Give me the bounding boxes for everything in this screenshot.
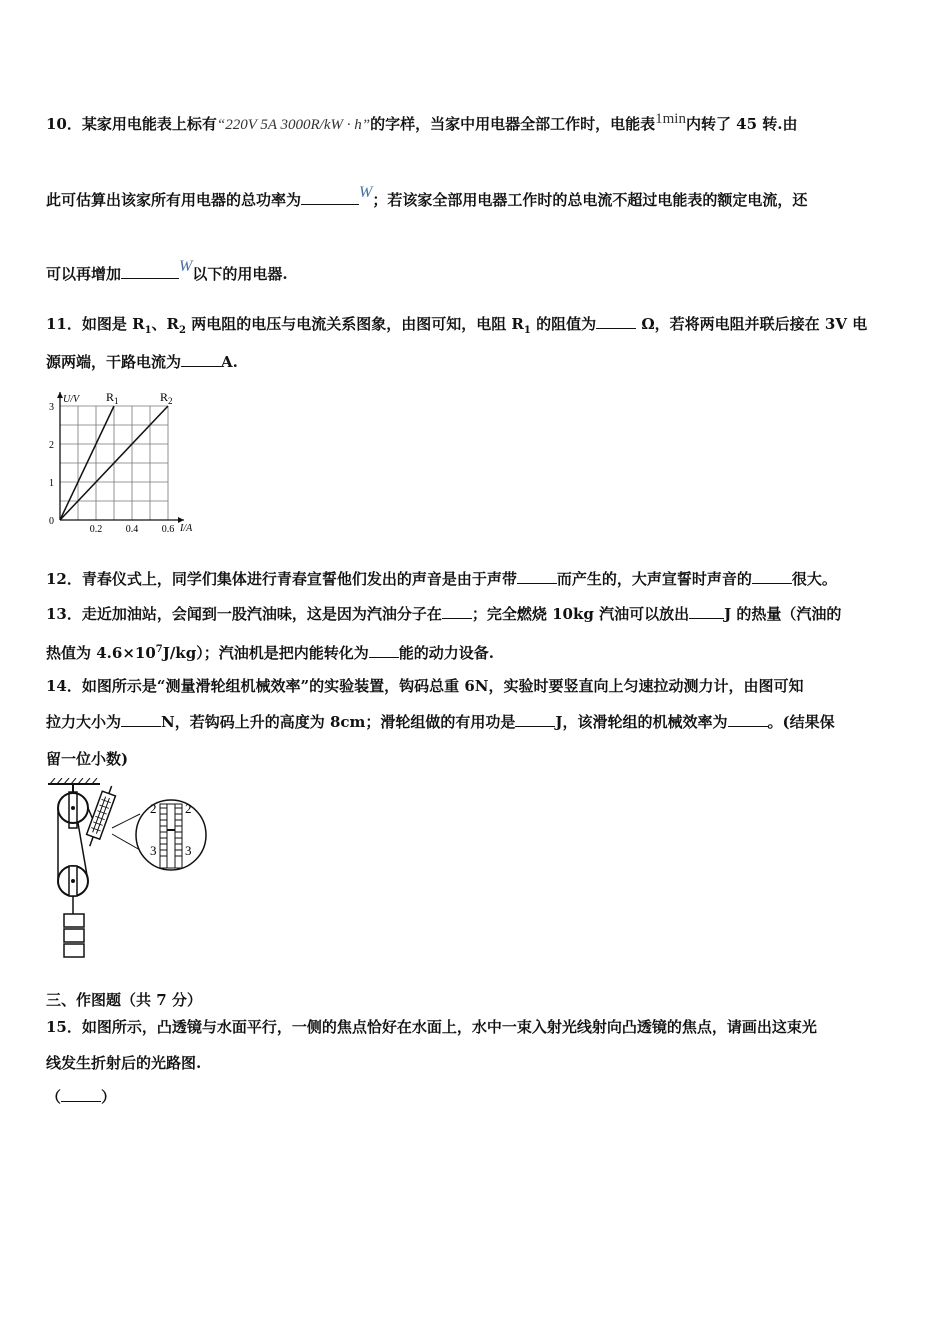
- y-axis-label: U/V: [63, 394, 80, 405]
- hook-weight: [64, 929, 84, 942]
- q10-line-3: 可以再增加 W以下的用电器.: [46, 258, 288, 283]
- x-tick-label: 0.2: [89, 524, 103, 535]
- answer-blank[interactable]: [728, 712, 768, 727]
- q11-line-2: 源两端，干路电流为 A.: [46, 353, 238, 371]
- q15-line-2: 线发生折射后的光路图.: [46, 1054, 202, 1072]
- rope: [78, 823, 88, 881]
- q14-line-1: 14．如图所示是“测量滑轮组机械效率”的实验装置，钩码总重 6N，实验时要竖直向上匀速拉动测力计，由图可知: [46, 677, 804, 695]
- q12-line-1: 12．青春仪式上，同学们集体进行青春宣誓他们发出的声音是由于声带 而产生的，大声宣誓时声音的 很大。: [46, 570, 837, 588]
- x-axis-label: I/A: [180, 523, 193, 534]
- section-3-title: 三、作图题（共 7 分）: [46, 991, 202, 1009]
- spring-scale: [83, 784, 118, 849]
- answer-blank[interactable]: [752, 569, 792, 584]
- scale-zoom-circle: [136, 800, 206, 870]
- y-tick-label: 2: [49, 440, 54, 451]
- answer-blank[interactable]: [517, 569, 557, 584]
- origin-label: 0: [49, 516, 54, 527]
- scale-label-3-left: 3: [150, 843, 157, 858]
- y-tick-label: 3: [49, 402, 54, 413]
- series-label-r1: $R_1$: [106, 390, 119, 406]
- meter-spec: “220V 5A 3000R/kW · h”: [216, 117, 371, 133]
- q13-line-1: 13．走近加油站，会闻到一股汽油味，这是因为汽油分子在 ；完全燃烧 10kg 汽油可以放出 J 的热量（汽油的: [46, 605, 842, 623]
- x-tick-label: 0.4: [125, 524, 139, 535]
- answer-blank[interactable]: [301, 190, 359, 205]
- answer-blank[interactable]: [442, 604, 472, 619]
- pulley-diagram: [40, 778, 220, 960]
- q10-line-1: 10．某家用电能表上标有“220V 5A 3000R/kW · h”的字样，当家中用电器全部工作时，电能表1min内转了 45 转.由: [46, 111, 798, 133]
- q14-line-3: 留一位小数): [46, 750, 129, 768]
- q14-line-2: 拉力大小为 N，若钩码上升的高度为 8cm；滑轮组做的有用功是 J，该滑轮组的机械效率为 。(结果保: [46, 713, 835, 731]
- unit-watt: W: [359, 184, 373, 201]
- answer-blank[interactable]: [121, 264, 179, 279]
- q10-line-2: 此可估算出该家所有用电器的总功率为 W；若该家全部用电器工作时的总电流不超过电能表的额定电流，还: [46, 184, 808, 209]
- ui-graph: [40, 380, 210, 535]
- x-tick-label: 0.6: [161, 524, 175, 535]
- q13-line-2: 热值为 $4.6\times 10^7J/kg$）；汽油机是把内能转化为 能的动力设备.: [46, 644, 494, 662]
- answer-blank[interactable]: [121, 712, 161, 727]
- q11-line-1: 11．如图是 $R_1$、$R_2$ 两电阻的电压与电流关系图象，由图可知，电阻 $R_1$ 的阻值为 Ω，若将两电阻并联后接在 3V 电: [46, 315, 868, 336]
- unit-watt: W: [179, 258, 193, 275]
- answer-blank[interactable]: [369, 643, 399, 658]
- hook-weight: [64, 944, 84, 957]
- answer-blank[interactable]: [596, 314, 636, 329]
- time-1min: 1min: [655, 111, 686, 127]
- series-label-subscript: 2: [168, 396, 173, 406]
- hook-weight: [64, 914, 84, 927]
- q15-line-1: 15．如图所示，凸透镜与水面平行，一侧的焦点恰好在水面上，水中一束入射光线射向凸透镜的焦点，请画出这束光: [46, 1018, 817, 1036]
- answer-blank[interactable]: [61, 1087, 101, 1102]
- y-tick-label: 1: [49, 478, 54, 489]
- answer-blank[interactable]: [181, 352, 221, 367]
- series-label-r2: $R_2$: [160, 390, 173, 406]
- answer-blank[interactable]: [689, 604, 724, 619]
- scale-label-2-left: 2: [150, 801, 157, 816]
- q15-line-3: （ ）: [46, 1088, 117, 1106]
- series-label-subscript: 1: [114, 396, 119, 406]
- scale-label-2-right: 2: [185, 801, 192, 816]
- scale-label-3-right: 3: [185, 843, 192, 858]
- answer-blank[interactable]: [515, 712, 555, 727]
- chart-layer: [49, 390, 193, 535]
